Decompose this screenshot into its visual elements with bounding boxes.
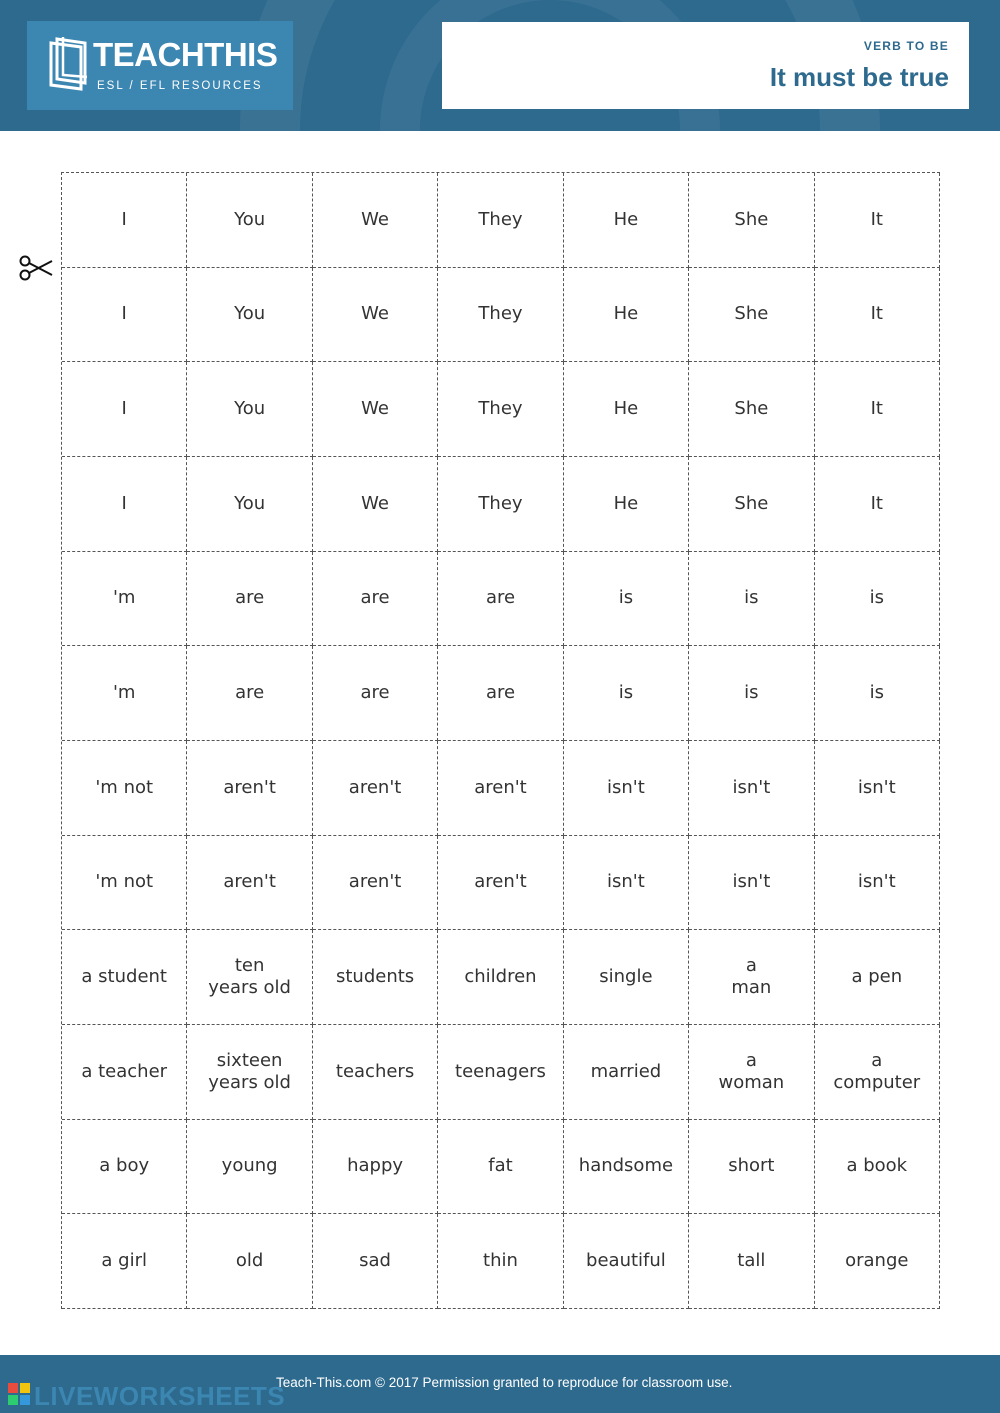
logo-title: TEACHTHIS (93, 36, 278, 73)
card-cell: isn't (564, 836, 689, 931)
scissors-icon (19, 254, 53, 282)
card-cell: It (815, 362, 940, 457)
card-cell: beautiful (564, 1214, 689, 1309)
card-cell: young (187, 1120, 312, 1215)
card-cell: is (815, 646, 940, 741)
card-cell: are (187, 552, 312, 647)
card-cell: short (689, 1120, 814, 1215)
card-cell: aren't (438, 836, 563, 931)
card-cell: handsome (564, 1120, 689, 1215)
card-cell: She (689, 457, 814, 552)
card-cell: They (438, 173, 563, 268)
card-cell: a book (815, 1120, 940, 1215)
logo-subtitle: ESL / EFL RESOURCES (97, 80, 263, 92)
footer-bar (0, 1355, 1000, 1413)
card-cell: It (815, 457, 940, 552)
book-icon (47, 35, 89, 91)
card-cell: I (62, 362, 187, 457)
card-cell: ten years old (187, 930, 312, 1025)
card-cell: students (313, 930, 438, 1025)
title-box (442, 22, 969, 109)
card-cell: We (313, 268, 438, 363)
card-cell: teachers (313, 1025, 438, 1120)
card-cell: He (564, 173, 689, 268)
card-cell: They (438, 362, 563, 457)
category-label: VERB TO BE (863, 39, 949, 53)
card-cell: 'm (62, 552, 187, 647)
card-cell: are (438, 552, 563, 647)
card-cell: You (187, 362, 312, 457)
card-cell: a girl (62, 1214, 187, 1309)
card-cell: isn't (815, 741, 940, 836)
card-cell: fat (438, 1120, 563, 1215)
page-title: It must be true (769, 62, 949, 92)
card-cell: isn't (564, 741, 689, 836)
card-cell: is (564, 646, 689, 741)
card-cell: He (564, 362, 689, 457)
card-cell: 'm (62, 646, 187, 741)
card-cell: is (564, 552, 689, 647)
card-cell: You (187, 173, 312, 268)
card-cell: He (564, 268, 689, 363)
card-cell: They (438, 457, 563, 552)
card-cell: tall (689, 1214, 814, 1309)
card-cell: is (689, 552, 814, 647)
card-cell: are (438, 646, 563, 741)
card-cell: I (62, 173, 187, 268)
card-cell: sixteen years old (187, 1025, 312, 1120)
card-cell: We (313, 457, 438, 552)
card-cell: aren't (187, 836, 312, 931)
card-cell: aren't (438, 741, 563, 836)
card-cell: We (313, 173, 438, 268)
card-cell: We (313, 362, 438, 457)
card-cell: It (815, 173, 940, 268)
card-cell: isn't (815, 836, 940, 931)
card-cell: aren't (313, 741, 438, 836)
card-cell: I (62, 457, 187, 552)
card-cell: She (689, 362, 814, 457)
card-cell: old (187, 1214, 312, 1309)
card-cell: is (815, 552, 940, 647)
card-cell: You (187, 268, 312, 363)
card-cell: a pen (815, 930, 940, 1025)
card-cell: thin (438, 1214, 563, 1309)
header-banner (0, 0, 1000, 131)
card-grid (61, 172, 940, 1309)
card-cell: happy (313, 1120, 438, 1215)
card-cell: are (313, 646, 438, 741)
copyright-text: Teach-This.com © 2017 Permission granted to reproduce for classroom use. (276, 1375, 733, 1390)
card-cell: a student (62, 930, 187, 1025)
liveworksheets-wordmark: LIVEWORKSHEETS (34, 1381, 286, 1411)
card-cell: married (564, 1025, 689, 1120)
card-cell: aren't (187, 741, 312, 836)
card-cell: isn't (689, 741, 814, 836)
card-cell: It (815, 268, 940, 363)
card-cell: She (689, 268, 814, 363)
card-cell: a man (689, 930, 814, 1025)
card-cell: single (564, 930, 689, 1025)
card-cell: aren't (313, 836, 438, 931)
card-cell: 'm not (62, 741, 187, 836)
card-cell: orange (815, 1214, 940, 1309)
card-cell: a teacher (62, 1025, 187, 1120)
card-cell: a computer (815, 1025, 940, 1120)
card-cell: a boy (62, 1120, 187, 1215)
card-cell: You (187, 457, 312, 552)
card-cell: 'm not (62, 836, 187, 931)
card-cell: are (187, 646, 312, 741)
card-cell: is (689, 646, 814, 741)
card-cell: She (689, 173, 814, 268)
card-cell: are (313, 552, 438, 647)
card-cell: teenagers (438, 1025, 563, 1120)
card-cell: He (564, 457, 689, 552)
card-cell: I (62, 268, 187, 363)
card-cell: They (438, 268, 563, 363)
card-cell: a woman (689, 1025, 814, 1120)
card-cell: children (438, 930, 563, 1025)
card-cell: isn't (689, 836, 814, 931)
liveworksheets-badge-icon (8, 1383, 30, 1405)
card-cell: sad (313, 1214, 438, 1309)
teachthis-logo[interactable] (27, 21, 293, 110)
